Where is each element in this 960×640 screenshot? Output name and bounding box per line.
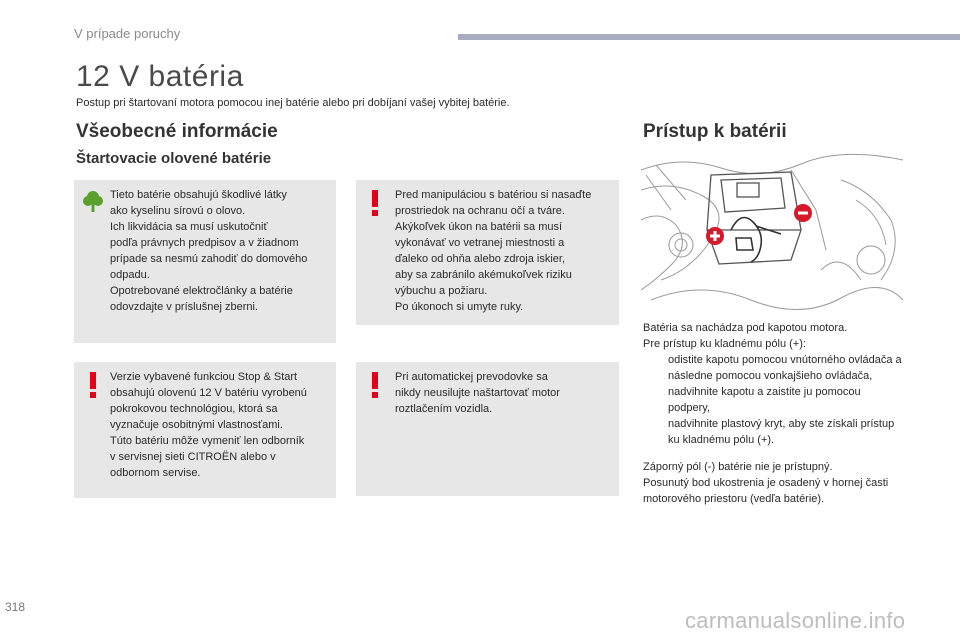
heading-general-info: Všeobecné informácie [76, 121, 278, 142]
step-text: nadvihnite kapotu a zaistite ju pomocou podpery, [668, 386, 861, 414]
info-box-eco [74, 180, 336, 343]
eco-text: Tieto batérie obsahujú škodlivé látky ako kyselinu sírovú o olovo. Ich likvidácia sa musí uskutočniť podľa právnych predpisov a v žiadnom prípade sa nesmú zahodiť do domového odpadu. Opotrebované elektročlánky a batérie odovzdajte v príslušnej zberni. [110, 189, 308, 313]
subheading-lead-batteries: Štartovacie olovené batérie [76, 150, 272, 167]
battery-access-text [643, 320, 905, 507]
watermark: carmanualsonline.info [685, 608, 906, 633]
intro-line-2: Pre prístup ku kladnému pólu (+): [643, 338, 806, 350]
section-title: V prípade poruchy [74, 26, 181, 41]
automatic-warning-text: Pri automatickej prevodovke sa nikdy neusilujte naštartovať motor roztlačením vozidla. [395, 371, 560, 415]
plus-terminal-marker [706, 227, 724, 245]
heading-battery-access: Prístup k batérii [643, 121, 787, 142]
warning-box-automatic [356, 362, 619, 496]
engine-bay-illustration [641, 150, 903, 312]
warning-box-handling [356, 180, 619, 325]
exclamation-icon [370, 190, 380, 216]
page-title: 12 V batéria [76, 60, 244, 93]
minus-terminal-marker [794, 204, 812, 222]
note-ground-point: Posunutý bod ukostrenia je osadený v hornej časti motorového priestoru (vedľa batérie). [643, 477, 889, 505]
step-item [643, 352, 905, 384]
battery-location-image [641, 150, 903, 312]
note-negative-pole: Záporný pól (-) batérie nie je prístupný. [643, 461, 833, 473]
exclamation-icon [370, 372, 380, 398]
header-bar [458, 34, 960, 40]
intro-line-1: Batéria sa nachádza pod kapotou motora. [643, 322, 848, 334]
step-text: odistite kapotu pomocou vnútorného ovládača a následne pomocou vonkajšieho ovládača, [668, 354, 902, 382]
warning-box-stop-start [74, 362, 336, 498]
page-subtitle: Postup pri štartovaní motora pomocou inej batérie alebo pri dobíjaní vašej vybitej batérie. [76, 97, 510, 109]
step-item [643, 416, 905, 448]
tree-icon [82, 188, 104, 214]
exclamation-icon [88, 372, 98, 398]
stop-start-warning-text: Verzie vybavené funkciou Stop & Start obsahujú olovenú 12 V batériu vyrobenú pokrokovou technológiou, ktorá sa vyznačuje osobitnými vlastnosťami. Túto batériu môže vymeniť len odborník v servisnej sieti CITROËN alebo v odbornom servise. [110, 371, 307, 479]
handling-warning-text: Pred manipuláciou s batériou si nasaďte prostriedok na ochranu očí a tváre. Akýkoľvek úkon na batérii sa musí vykonávať vo vetranej miestnosti a ďaleko od ohňa alebo zdroja iskier, aby sa zabránilo akémukoľvek riziku výbuchu a požiaru. Po úkonoch si umyte ruky. [395, 189, 592, 313]
step-text: nadvihnite plastový kryt, aby ste získali prístup ku kladnému pólu (+). [668, 418, 895, 446]
step-item [643, 384, 905, 416]
page-number: 318 [5, 600, 26, 614]
